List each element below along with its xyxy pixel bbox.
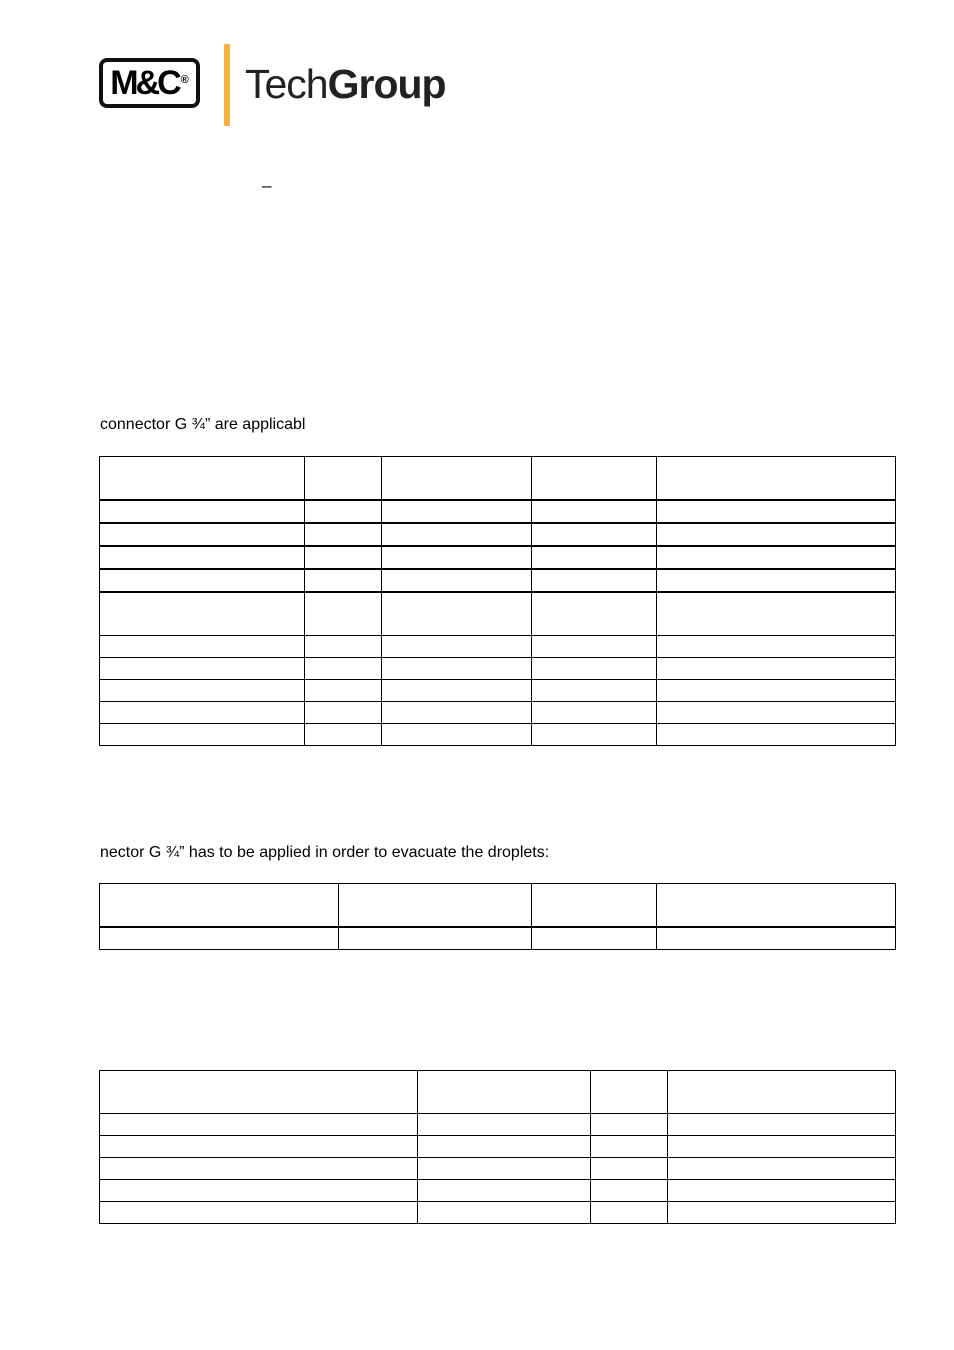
table-header-row (100, 457, 896, 501)
logo-mark (99, 58, 200, 108)
table-row (100, 1180, 896, 1202)
paragraph-droplets: nector G ¾” has to be applied in order to evacuate the droplets: (100, 844, 550, 861)
table-row (100, 658, 896, 680)
table-connectors (99, 456, 896, 746)
table-row (100, 592, 896, 636)
logo-registered-mark: ® (180, 74, 189, 86)
table-row (100, 500, 896, 523)
table-row (100, 724, 896, 746)
logo-word-bold: Group (327, 61, 446, 107)
table-header-row (100, 1071, 896, 1114)
logo-word-light: Tech (245, 61, 328, 107)
table-row (100, 1114, 896, 1136)
table-row (100, 1136, 896, 1158)
logo-divider (224, 44, 230, 126)
table-row (100, 927, 896, 950)
table-row (100, 1202, 896, 1224)
table-row (100, 546, 896, 569)
logo-mark-text: M&C (110, 64, 179, 102)
table-row (100, 636, 896, 658)
heading-dash: – (262, 176, 272, 195)
table-third (99, 1070, 896, 1224)
table-row (100, 523, 896, 546)
table-header-row (100, 884, 896, 928)
paragraph-connector: connector G ¾” are applicabl (100, 416, 306, 433)
table-row (100, 680, 896, 702)
logo-wordmark (245, 61, 446, 107)
table-droplet-connector (99, 883, 896, 950)
table-row (100, 569, 896, 592)
company-logo (99, 44, 459, 126)
table-row (100, 1158, 896, 1180)
table-row (100, 702, 896, 724)
